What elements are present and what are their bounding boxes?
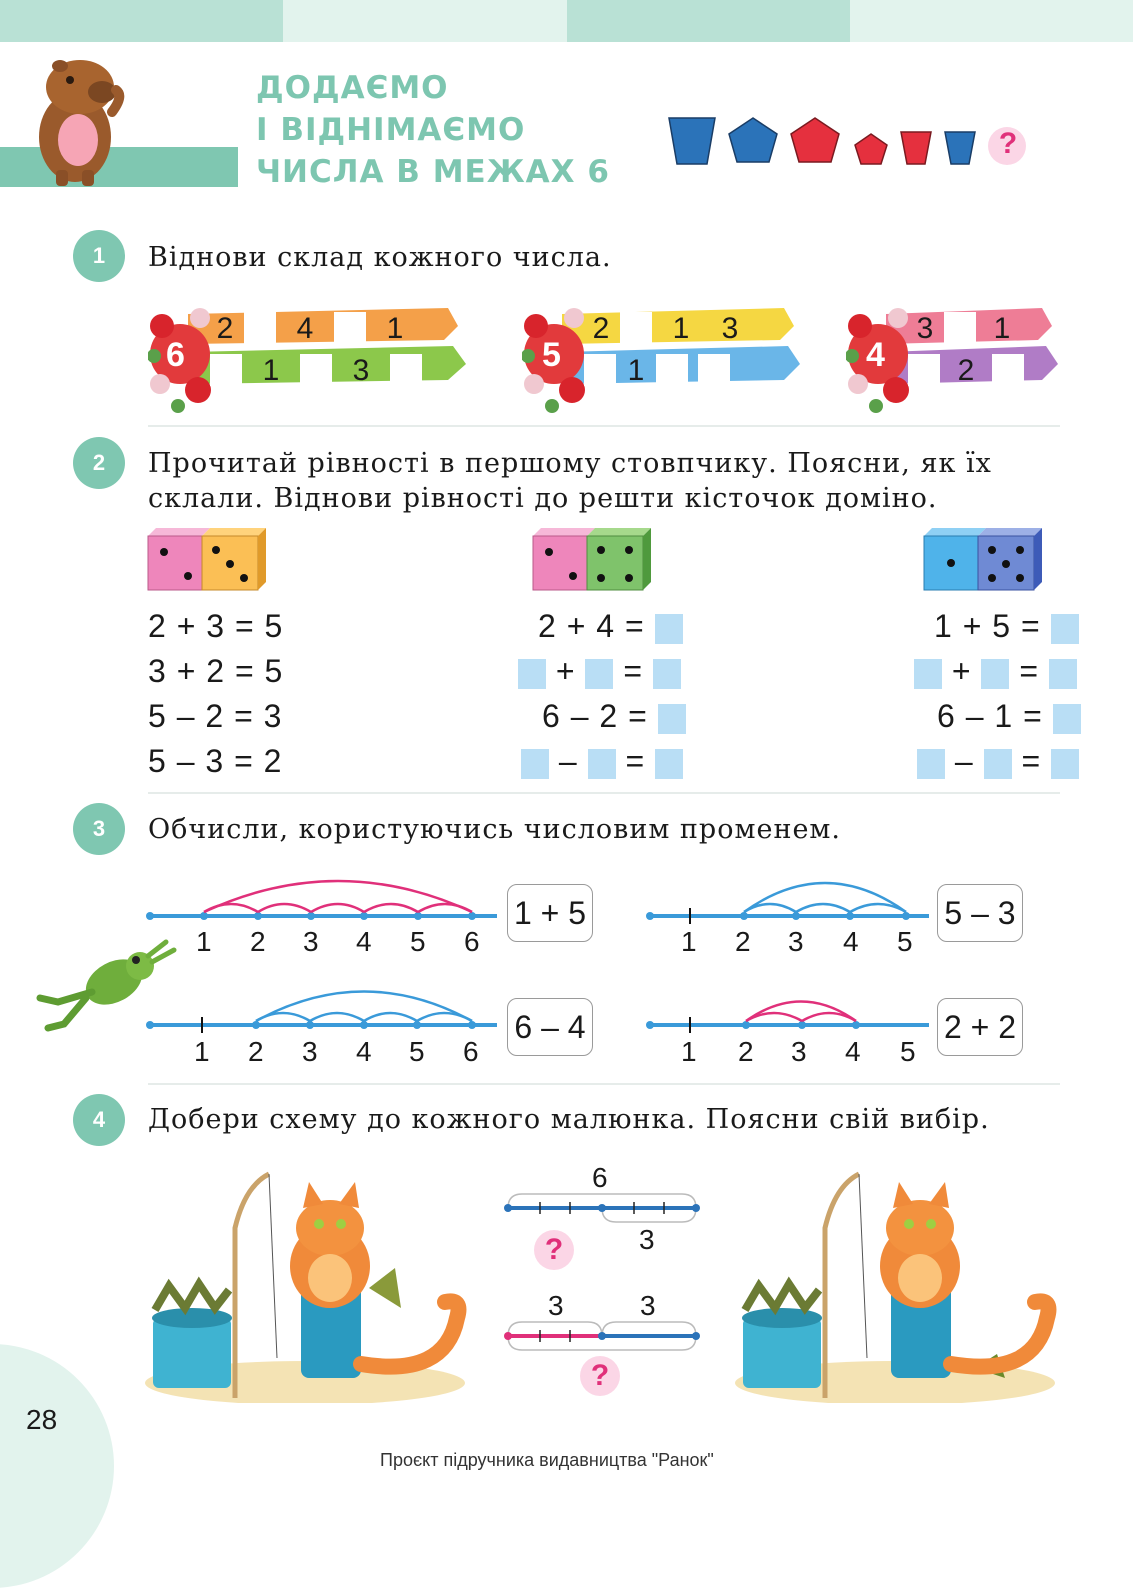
ribbon-blank-cell[interactable] — [698, 354, 730, 386]
domino-1-5 — [922, 528, 1046, 592]
red-small-trapezoid — [901, 132, 931, 164]
scheme-1-total: 6 — [592, 1162, 608, 1193]
tick-label: 4 — [356, 926, 372, 957]
equation-text: 2 + 4 = — [538, 608, 645, 644]
scheme-2-question-circle — [580, 1356, 620, 1396]
ribbon-cell: 1 — [993, 312, 1011, 345]
blue-pentagon — [729, 118, 777, 162]
tick-label: 3 — [303, 926, 319, 957]
ribbon-4-top-row — [910, 312, 1024, 346]
tick-label: 1 — [681, 1036, 697, 1067]
tick-label: 1 — [681, 926, 697, 957]
question-mark: ? — [590, 1359, 610, 1392]
ribbon-blank-cell[interactable] — [334, 312, 366, 344]
page-title-line-3: ЧИСЛА В МЕЖАХ 6 — [256, 154, 610, 190]
ribbon-cell: 1 — [386, 312, 404, 345]
answer-blank[interactable] — [655, 749, 683, 779]
separator-2 — [148, 792, 1060, 794]
ribbon-blank-cell[interactable] — [944, 312, 976, 344]
tick-label: 4 — [843, 926, 859, 957]
answer-blank[interactable] — [521, 749, 549, 779]
equals-sign: = — [1021, 743, 1042, 779]
expression-box: 2 + 2 — [937, 998, 1023, 1056]
number-line-2 — [644, 862, 934, 932]
equation-row-1 — [538, 608, 683, 645]
equals-sign: = — [623, 653, 644, 689]
scheme-1-diagram — [502, 1190, 702, 1226]
task-3-text: Обчисли, користуючись числовим променем. — [148, 814, 842, 845]
scheme-1-question-circle — [534, 1230, 574, 1270]
equation: 5 – 2 = 3 — [148, 698, 283, 734]
equation-row-4 — [521, 743, 683, 780]
equation-row-2 — [914, 653, 1077, 690]
answer-blank[interactable] — [1051, 749, 1079, 779]
answer-blank[interactable] — [1053, 704, 1081, 734]
page-number: 28 — [26, 1404, 58, 1435]
equals-sign: = — [625, 743, 646, 779]
ribbon-cell: 3 — [721, 312, 739, 345]
separator-3 — [148, 1083, 1060, 1085]
cat-fishing-illustration-left — [145, 1168, 470, 1403]
tick-label: 4 — [356, 1036, 372, 1067]
ribbon-blank-cell[interactable] — [620, 312, 652, 344]
ribbon-blank-cell[interactable] — [908, 354, 940, 386]
equation-row-4 — [917, 743, 1079, 780]
blue-small-trapezoid — [945, 132, 975, 164]
scheme-2-left-part: 3 — [548, 1290, 564, 1321]
tick-label: 2 — [738, 1036, 754, 1067]
ribbon-cell: 2 — [957, 354, 975, 387]
ribbon-4-bottom-row — [908, 354, 1024, 388]
question-mark: ? — [544, 1233, 564, 1266]
equals-sign: = — [1019, 653, 1040, 689]
number-line-3 — [142, 972, 507, 1042]
ribbon-blank-cell[interactable] — [210, 354, 242, 386]
answer-blank[interactable] — [588, 749, 616, 779]
tick-label: 5 — [900, 1036, 916, 1067]
ribbon-5-top-row — [586, 312, 750, 346]
tick-label: 3 — [302, 1036, 318, 1067]
separator-1 — [148, 425, 1060, 427]
shape-pattern-question: ? — [998, 127, 1018, 160]
ribbon-cell: 2 — [216, 312, 234, 345]
equation-row-3 — [937, 698, 1081, 735]
ribbon-cell: 1 — [672, 312, 690, 345]
answer-blank[interactable] — [1049, 659, 1077, 689]
ribbon-blank-cell[interactable] — [992, 354, 1024, 386]
page-title-line-1: ДОДАЄМО — [256, 70, 449, 106]
tick-label: 2 — [735, 926, 751, 957]
answer-blank[interactable] — [981, 659, 1009, 689]
tick-label: 5 — [409, 1036, 425, 1067]
ribbon-blank-cell[interactable] — [584, 354, 616, 386]
answer-blank[interactable] — [655, 614, 683, 644]
task-1-text: Віднови склад кожного числа. — [148, 242, 612, 273]
ribbon-6-top-row — [210, 312, 420, 346]
domino-2-4 — [531, 528, 655, 592]
capybara-illustration — [20, 52, 130, 188]
answer-blank[interactable] — [585, 659, 613, 689]
expression-box: 1 + 5 — [507, 884, 593, 942]
publisher-note: Проєкт підручника видавництва "Ранок" — [380, 1450, 714, 1470]
plus-sign: + — [951, 653, 972, 689]
number-line-4 — [644, 972, 934, 1042]
ribbon-6-bottom-row — [210, 354, 422, 388]
plus-sign: + — [555, 653, 576, 689]
page-title-line-2: І ВІДНІМАЄМО — [256, 112, 526, 148]
red-small-pentagon — [855, 134, 887, 164]
task-1-number: 1 — [73, 230, 125, 282]
equation-row-2 — [518, 653, 681, 690]
scheme-1-part: 3 — [639, 1224, 655, 1255]
ribbon-5-number: 5 — [542, 336, 561, 374]
task-4-number: 4 — [73, 1094, 125, 1146]
tick-label: 6 — [463, 1036, 479, 1067]
answer-blank[interactable] — [658, 704, 686, 734]
tick-label: 5 — [410, 926, 426, 957]
top-bar-segment-3 — [567, 0, 850, 42]
ribbon-6-number: 6 — [166, 336, 185, 374]
domino-2-3 — [146, 528, 270, 592]
equation: 3 + 2 = 5 — [148, 653, 284, 689]
ribbon-cell: 1 — [627, 354, 645, 387]
equation-text: 6 – 1 = — [937, 698, 1043, 734]
scheme-2-right-part: 3 — [640, 1290, 656, 1321]
task-3-number: 3 — [73, 803, 125, 855]
tick-label: 6 — [464, 926, 480, 957]
ribbon-cell: 2 — [592, 312, 610, 345]
equation: 5 – 3 = 2 — [148, 743, 283, 779]
blue-trapezoid — [669, 118, 715, 164]
task-2-text-line-2: склали. Віднови рівності до решти кісточок доміно. — [148, 483, 938, 514]
scheme-2-diagram — [502, 1318, 702, 1354]
tick-label: 3 — [791, 1036, 807, 1067]
tick-label: 5 — [897, 926, 913, 957]
red-pentagon — [791, 118, 839, 162]
ribbon-blank-cell[interactable] — [656, 354, 688, 386]
equation-text: 1 + 5 = — [934, 608, 1041, 644]
ribbon-blank-cell[interactable] — [300, 354, 332, 386]
ribbon-cell: 3 — [916, 312, 934, 345]
minus-sign: – — [954, 743, 974, 779]
task-4-text: Добери схему до кожного малюнка. Поясни свій вибір. — [148, 1104, 990, 1135]
answer-blank[interactable] — [653, 659, 681, 689]
ribbon-blank-cell[interactable] — [390, 354, 422, 386]
tick-label: 1 — [196, 926, 212, 957]
equation: 2 + 3 = 5 — [148, 608, 284, 644]
top-bar-segment-1 — [0, 0, 283, 42]
equation-text: 6 – 2 = — [542, 698, 648, 734]
answer-blank[interactable] — [1051, 614, 1079, 644]
tick-label: 4 — [845, 1036, 861, 1067]
tick-label: 1 — [194, 1036, 210, 1067]
cat-fishing-illustration-right — [735, 1168, 1060, 1403]
top-bar-segment-2 — [283, 0, 567, 42]
page-corner-circle — [0, 1344, 114, 1588]
task-2-number: 2 — [73, 437, 125, 489]
ribbon-cell: 3 — [352, 354, 370, 387]
tick-label: 2 — [248, 1036, 264, 1067]
equation-row-3 — [542, 698, 686, 735]
answer-blank[interactable] — [917, 749, 945, 779]
ribbon-4-number: 4 — [866, 336, 885, 374]
minus-sign: – — [558, 743, 578, 779]
shape-pattern — [665, 112, 1035, 172]
task-2-text-line-1: Прочитай рівності в першому стовпчику. Поясни, як їх — [148, 448, 992, 479]
ribbon-blank-cell[interactable] — [244, 312, 276, 344]
top-bar-segment-4 — [850, 0, 1133, 42]
answer-blank[interactable] — [984, 749, 1012, 779]
ribbon-5-bottom-row — [584, 354, 730, 388]
number-line-1 — [142, 862, 507, 932]
tick-label: 3 — [788, 926, 804, 957]
equation-row-1 — [934, 608, 1079, 645]
expression-box: 6 – 4 — [507, 998, 593, 1056]
expression-box: 5 – 3 — [937, 884, 1023, 942]
ribbon-cell: 1 — [262, 354, 280, 387]
ribbon-cell: 4 — [296, 312, 314, 345]
answer-blank[interactable] — [914, 659, 942, 689]
answer-blank[interactable] — [518, 659, 546, 689]
tick-label: 2 — [250, 926, 266, 957]
